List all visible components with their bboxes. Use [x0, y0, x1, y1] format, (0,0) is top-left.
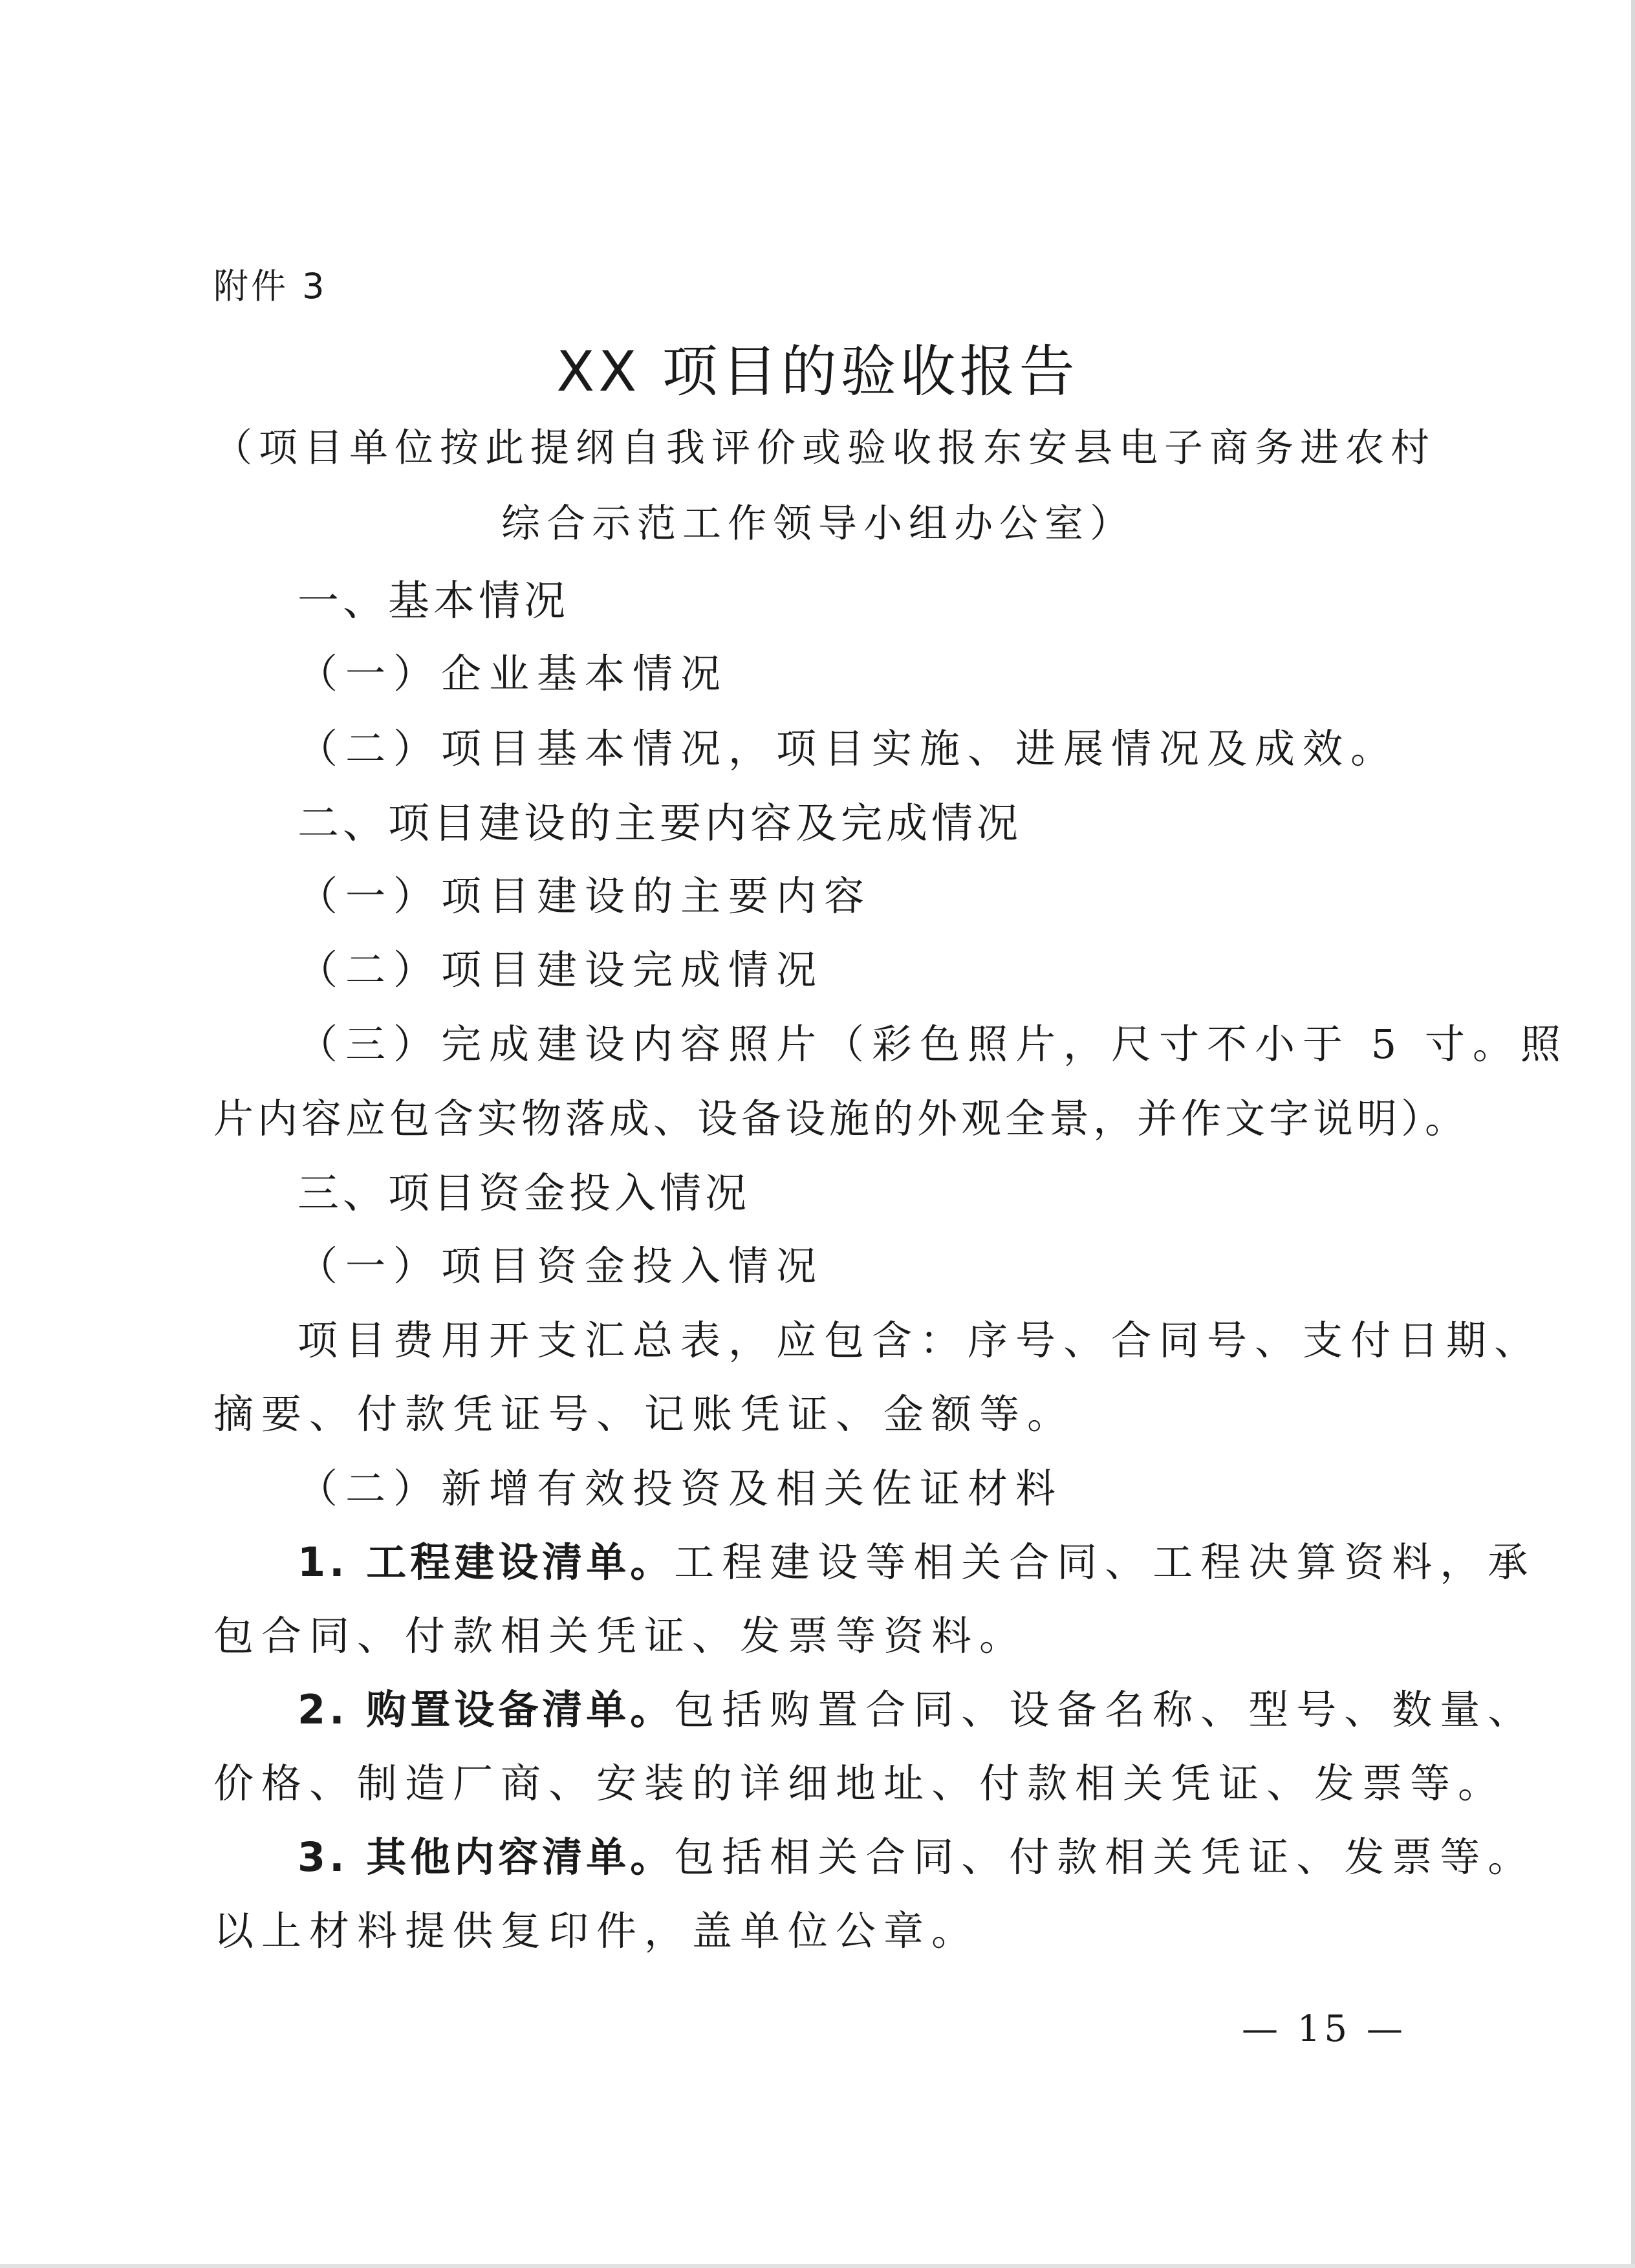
list-item-2-lead: 2. 购置设备清单。	[298, 1686, 675, 1733]
section-2-item-2: （二）项目建设完成情况	[298, 946, 825, 993]
subtitle-line-1: （项目单位按此提纲自我评价或验收报东安县电子商务进农村	[213, 426, 1436, 471]
section-1-item-1: （一）企业基本情况	[298, 650, 729, 697]
list-item-1-text: 工程建设等相关合同、工程决算资料，承	[674, 1539, 1536, 1586]
section-1-item-2: （二）项目基本情况，项目实施、进展情况及成效。	[298, 725, 1399, 772]
list-item-1-lead: 1. 工程建设清单。	[298, 1539, 675, 1586]
section-3-item-2: （二）新增有效投资及相关佐证材料	[298, 1465, 1064, 1512]
list-item-3-text: 包括相关合同、付款相关凭证、发票等。	[674, 1833, 1536, 1881]
list-item-3-lead: 3. 其他内容清单。	[298, 1833, 675, 1881]
list-item-1	[298, 1530, 1535, 1588]
section-3-heading: 三、项目资金投入情况	[298, 1170, 750, 1218]
expense-summary-line-2: 摘要、付款凭证号、记账凭证、金额等。	[213, 1390, 1076, 1438]
list-item-3-line-2: 以上材料提供复印件，盖单位公章。	[213, 1907, 980, 1954]
page-number: — 15 —	[1242, 2008, 1407, 2050]
list-item-3	[298, 1825, 1535, 1883]
list-item-2-text: 包括购置合同、设备名称、型号、数量、	[674, 1686, 1536, 1733]
annex-label: 附件 3	[213, 266, 327, 307]
list-item-2	[298, 1678, 1535, 1735]
list-item-1-line-2: 包合同、付款相关凭证、发票等资料。	[213, 1612, 1028, 1659]
section-1-heading: 一、基本情况	[298, 578, 569, 625]
section-2-item-3-line-1: （三）完成建设内容照片（彩色照片，尺寸不小于 5 寸。照	[298, 1021, 1568, 1068]
scan-edge-right	[1631, 0, 1635, 2268]
section-2-heading: 二、项目建设的主要内容及完成情况	[298, 800, 1022, 848]
section-2-item-3-line-2: 片内容应包含实物落成、设备设施的外观全景，并作文字说明）。	[213, 1095, 1469, 1142]
section-3-item-1: （一）项目资金投入情况	[298, 1242, 825, 1290]
document-title: XX 项目的验收报告	[556, 340, 1079, 404]
scan-edge-bottom	[0, 2264, 1635, 2268]
list-item-2-line-2: 价格、制造厂商、安装的详细地址、付款相关凭证、发票等。	[213, 1760, 1506, 1807]
section-2-item-1: （一）项目建设的主要内容	[298, 872, 872, 920]
subtitle-line-2: 综合示范工作领导小组办公室）	[501, 501, 1135, 546]
expense-summary-line-1: 项目费用开支汇总表，应包含：序号、合同号、支付日期、	[298, 1317, 1543, 1364]
